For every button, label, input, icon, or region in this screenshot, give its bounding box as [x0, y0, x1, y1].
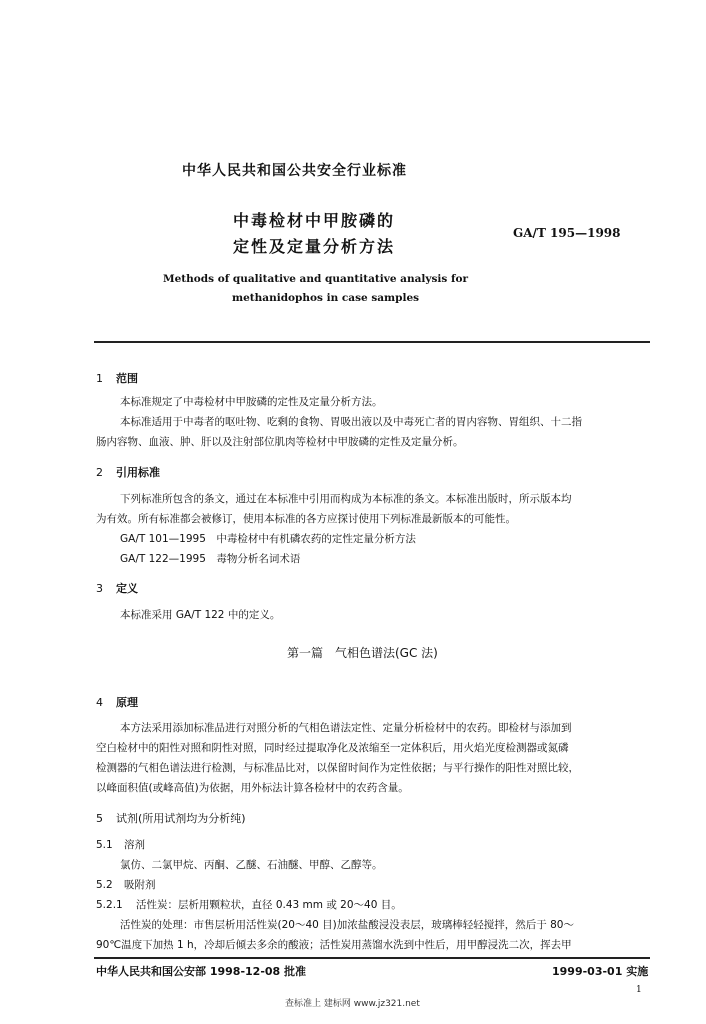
subsection-5-1-heading — [96, 837, 145, 852]
reference-2: GA/T 122—1995 毒物分析名词术语 — [120, 553, 301, 565]
section-2-number: 2 — [96, 466, 103, 479]
english-title-line-2: methanidophos in case samples — [232, 292, 420, 304]
section-2-title: 引用标准 — [116, 466, 160, 479]
header-divider — [94, 341, 650, 343]
section-5-title: 试剂(所用试剂均为分析纯) — [116, 812, 246, 825]
implementation-info: 1999-03-01 实施 — [552, 965, 649, 978]
title-line-1: 中毒检材中甲胺磷的 — [233, 211, 396, 230]
standard-code: GA/T 195—1998 — [513, 226, 621, 240]
section-1-title: 范围 — [116, 372, 138, 385]
section-3-title: 定义 — [116, 582, 138, 595]
section-1-heading — [96, 370, 138, 386]
section-1-para-2-line-1: 本标准适用于中毒者的呕吐物、吃剩的食物、胃吸出液以及中毒死亡者的胃内容物、胃组织、十二指 — [120, 416, 582, 428]
section-1-number: 1 — [96, 372, 103, 385]
reference-1: GA/T 101—1995 中毒检材中有机磷农药的定性定量分析方法 — [120, 533, 416, 545]
footer-divider — [94, 957, 650, 959]
section-3-number: 3 — [96, 582, 103, 595]
subsection-5-1-number: 5.1 — [96, 839, 113, 851]
subsection-5-2-title: 吸附剂 — [124, 879, 156, 891]
subsection-5-1-title: 溶剂 — [124, 839, 145, 851]
approval-info: 中华人民共和国公安部 1998-12-08 批准 — [96, 965, 307, 978]
watermark: 查标准上 建标网 www.jz321.net — [285, 999, 420, 1009]
section-3-para: 本标准采用 GA/T 122 中的定义。 — [120, 609, 281, 621]
section-5-heading — [96, 810, 246, 826]
subsection-5-2-1 — [96, 897, 402, 912]
page-number: 1 — [636, 985, 642, 995]
activated-carbon-treatment-line-1: 活性炭的处理：市售层析用活性炭(20～40 目)加浓盐酸浸没表层，玻璃棒轻轻搅拌，然后于 80～ — [120, 919, 574, 931]
section-2-para-line-1: 下列标准所包含的条文，通过在本标准中引用而构成为本标准的条文。本标准出版时，所示版本均 — [120, 493, 572, 505]
section-2-heading — [96, 464, 160, 480]
section-4-line-3: 检测器的气相色谱法进行检测，与标准品比对，以保留时间作为定性依据；与平行操作的阳性对照比较， — [96, 762, 579, 774]
subsection-5-2-number: 5.2 — [96, 879, 113, 891]
subsection-5-1-text: 氯仿、二氯甲烷、丙酮、乙醚、石油醚、甲醇、乙醇等。 — [120, 859, 383, 871]
section-4-line-4: 以峰面积值(或峰高值)为依据，用外标法计算各检材中的农药含量。 — [96, 782, 409, 794]
chapter-title: 第一篇 气相色谱法(GC 法) — [287, 646, 438, 660]
subsection-5-2-1-text: 活性炭：层析用颗粒状，直径 0.43 mm 或 20～40 目。 — [136, 899, 402, 911]
section-2-para-line-2: 为有效。所有标准都会被修订，使用本标准的各方应探讨使用下列标准最新版本的可能性。 — [96, 513, 516, 525]
section-4-title: 原理 — [116, 696, 138, 709]
section-1-para-1: 本标准规定了中毒检材中甲胺磷的定性及定量分析方法。 — [120, 396, 383, 408]
english-title-line-1: Methods of qualitative and quantitative analysis for — [163, 273, 469, 285]
section-4-line-1: 本方法采用添加标准品进行对照分析的气相色谱法定性、定量分析检材中的农药。即检材与添加到 — [120, 722, 572, 734]
activated-carbon-treatment-line-2: 90℃温度下加热 1 h，冷却后倾去多余的酸液；活性炭用蒸馏水洗到中性后，用甲醇浸洗二次，挥去甲 — [96, 939, 572, 951]
subsection-5-2-heading — [96, 877, 156, 892]
subsection-5-2-1-number: 5.2.1 — [96, 899, 123, 911]
title-line-2: 定性及定量分析方法 — [233, 237, 396, 256]
section-4-line-2: 空白检材中的阳性对照和阴性对照，同时经过提取净化及浓缩至一定体积后，用火焰光度检测器或氮磷 — [96, 742, 569, 754]
section-1-para-2-line-2: 肠内容物、血液、肿、肝以及注射部位肌肉等检材中甲胺磷的定性及定量分析。 — [96, 436, 464, 448]
section-5-number: 5 — [96, 812, 103, 825]
section-3-heading — [96, 580, 138, 596]
standard-type: 中华人民共和国公共安全行业标准 — [182, 163, 407, 179]
section-4-number: 4 — [96, 696, 103, 709]
section-4-heading — [96, 694, 138, 710]
